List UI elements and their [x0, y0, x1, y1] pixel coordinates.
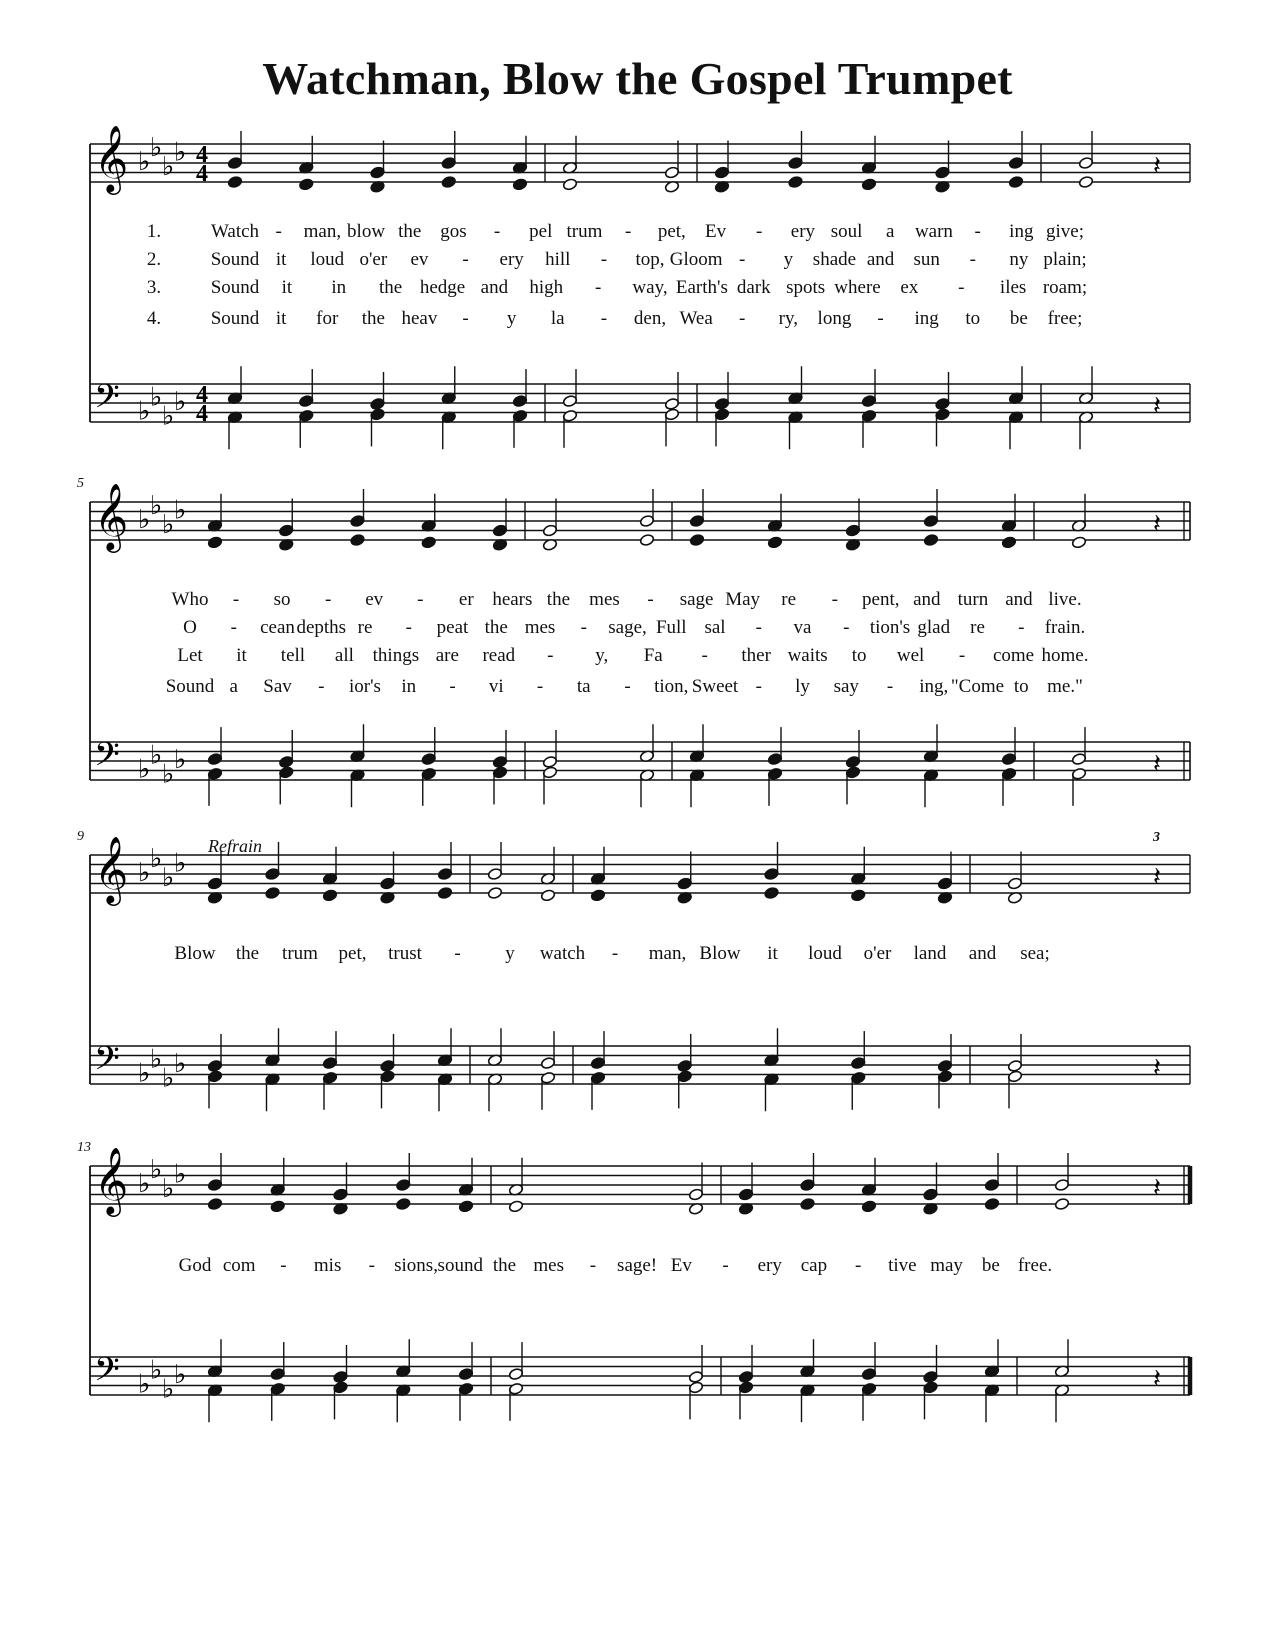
lyric-syllable: ther [741, 645, 771, 666]
lyric-syllable: loud [310, 249, 345, 270]
flat-icon: ♭ [174, 745, 187, 775]
lyric-syllable: trum [566, 221, 603, 242]
lyric-syllable: Sweet [691, 676, 739, 697]
lyric-syllable: cap [800, 1255, 828, 1276]
lyric-syllable: ex [900, 277, 919, 298]
lyric-syllable: - [958, 645, 966, 666]
lyric-syllable: - [886, 676, 894, 697]
lyric-syllable: - [969, 249, 976, 270]
flat-icon: ♭ [138, 505, 151, 535]
lyric-syllable: pet, [338, 943, 367, 964]
lyric-syllable: are [435, 645, 459, 666]
lyric-syllable: the [379, 277, 403, 298]
lyric-syllable: land [913, 943, 947, 964]
time-signature-top: 4 [196, 382, 208, 408]
lyric-syllable: - [417, 589, 424, 610]
lyric-syllable: it [281, 277, 293, 298]
lyric-syllable: gos [440, 221, 467, 242]
lyric-syllable: - [462, 249, 469, 270]
lyric-syllable: Earth's [675, 277, 728, 298]
lyric-syllable: in [401, 676, 417, 697]
measure-number-5: 5 [77, 476, 84, 491]
lyric-syllable: sea; [1020, 943, 1050, 964]
lyric-syllable: to [851, 645, 867, 666]
lyric-syllable: er [458, 589, 474, 610]
lyric-syllable: Blow [699, 943, 741, 964]
lyric-syllable: all [334, 645, 354, 666]
lyric-syllable: den, [633, 308, 667, 329]
lyric-syllable: tell [280, 645, 306, 666]
quarter-rest-icon: 𝄽 [1153, 151, 1161, 181]
lyric-syllable: re [970, 617, 985, 638]
lyric-syllable: dark [736, 277, 771, 298]
lyric-syllable: - [536, 676, 544, 697]
lyric-syllable: ery [499, 249, 524, 270]
flat-icon: ♭ [150, 740, 163, 771]
lyric-syllable: - [493, 221, 501, 242]
lyric-syllable: free; [1047, 308, 1083, 329]
lyric-syllable: things [372, 645, 420, 666]
lyric-syllable: Ev [704, 221, 727, 242]
lyric-syllable: wel [896, 645, 925, 666]
lyric-syllable: the [235, 943, 260, 964]
lyric-syllable: Sound [210, 249, 260, 270]
lyric-syllable: glad [917, 617, 951, 638]
measure-number-9: 9 [77, 829, 84, 844]
flat-icon: ♭ [138, 147, 151, 177]
lyric-syllable: ly [795, 676, 810, 697]
lyric-syllable: be [1009, 308, 1028, 329]
lyric-syllable: soul [830, 221, 863, 242]
lyric-syllable: and [968, 943, 997, 964]
lyric-syllable: it [275, 249, 287, 270]
lyric-syllable: warn [914, 221, 953, 242]
quarter-rest-icon: 𝄽 [1153, 509, 1161, 539]
lyric-syllable: shade [812, 249, 857, 270]
lyric-syllable: free. [1017, 1255, 1053, 1276]
lyric-syllable: mes [533, 1255, 564, 1276]
lyric-syllable: o'er [863, 943, 892, 964]
lyric-syllable: ry, [778, 308, 798, 329]
lyric-syllable: man, [648, 943, 687, 964]
lyric-syllable: Gloom [669, 249, 723, 270]
lyric-syllable: ior's [349, 676, 381, 697]
quarter-rest-icon: 𝄽 [1153, 1364, 1161, 1394]
verse-number: 1. [146, 221, 162, 242]
lyric-syllable: ing [914, 308, 939, 329]
lyric-syllable: watch [539, 943, 586, 964]
flat-icon: ♭ [174, 495, 187, 526]
lyric-syllable: live. [1048, 589, 1082, 610]
flat-icon: ♭ [150, 1044, 163, 1075]
quarter-rest-icon: 𝄽 [1153, 862, 1161, 892]
lyric-syllable: cean [260, 617, 295, 638]
lyric-syllable: roam; [1042, 277, 1088, 298]
lyric-syllable: - [739, 308, 746, 329]
lyric-syllable: long [817, 308, 852, 329]
lyric-syllable: O [183, 617, 197, 638]
lyric-syllable: where [834, 277, 881, 298]
lyric-syllable: - [831, 589, 838, 610]
quarter-rest-icon: 𝄽 [1153, 391, 1161, 421]
lyric-syllable: depths [296, 617, 347, 638]
lyric-syllable: re [781, 589, 797, 610]
lyric-syllable: man, [303, 221, 342, 242]
lyric-syllable: ev [410, 249, 429, 270]
lyric-syllable: ery [757, 1255, 782, 1276]
lyric-syllable: hedge [419, 277, 466, 298]
triplet-mark: 3 [1153, 830, 1160, 845]
lyric-syllable: ev [365, 589, 384, 610]
lyric-syllable: home. [1041, 645, 1089, 666]
lyric-syllable: Blow [174, 943, 216, 964]
lyric-syllable: may [930, 1255, 963, 1276]
lyric-syllable: sage [679, 589, 714, 610]
verse-number: 2. [146, 249, 162, 270]
lyric-syllable: it [236, 645, 247, 666]
bass-clef-icon: 𝄢 [94, 1040, 120, 1086]
lyric-syllable: me." [1047, 676, 1083, 697]
lyric-syllable: so [273, 589, 291, 610]
lyric-syllable: trust [388, 943, 422, 964]
lyric-syllable: - [739, 249, 746, 270]
treble-clef-icon: 𝄞 [94, 124, 129, 192]
lyric-syllable: tive [888, 1255, 917, 1276]
flat-icon: ♭ [174, 1049, 187, 1079]
lyric-syllable: Sound [210, 308, 260, 329]
lyric-syllable: - [756, 221, 763, 242]
lyric-syllable: y, [595, 645, 609, 666]
flat-icon: ♭ [174, 1159, 187, 1190]
lyric-syllable: y [506, 308, 517, 329]
lyric-syllable: com [222, 1255, 256, 1276]
lyric-syllable: May [725, 589, 761, 610]
lyric-syllable: blow [347, 221, 386, 242]
lyric-syllable: - [594, 277, 602, 298]
lyric-syllable: - [611, 943, 619, 964]
lyric-syllable: to [1013, 676, 1029, 697]
lyric-syllable: give; [1046, 221, 1084, 242]
lyric-syllable: - [232, 589, 240, 610]
lyric-syllable: y [783, 249, 794, 270]
lyric-syllable: - [230, 617, 237, 638]
lyric-syllable: ing, [919, 676, 949, 697]
lyric-syllable: trum [282, 943, 318, 964]
flat-icon: ♭ [138, 396, 151, 427]
lyric-syllable: and [913, 589, 941, 610]
lyric-syllable: - [877, 308, 884, 329]
lyric-syllable: - [854, 1255, 862, 1276]
flat-icon: ♭ [162, 509, 175, 540]
lyric-syllable: - [462, 308, 469, 329]
lyric-syllable: for [316, 308, 339, 329]
flat-icon: ♭ [162, 1063, 175, 1094]
lyric-syllable: - [600, 249, 608, 270]
lyric-syllable: Fa [643, 645, 663, 666]
bass-clef-icon: 𝄢 [94, 378, 120, 424]
flat-icon: ♭ [150, 843, 163, 874]
flat-icon: ♭ [150, 382, 163, 413]
lyric-syllable: frain. [1044, 617, 1086, 638]
lyric-syllable: - [624, 221, 632, 242]
time-signature-top: 4 [196, 142, 208, 168]
lyric-syllable: - [589, 1255, 597, 1276]
lyric-syllable: read [482, 645, 516, 666]
lyric-syllable: Full [655, 617, 687, 638]
lyric-syllable: Wea [679, 308, 713, 329]
lyric-syllable: it [767, 943, 778, 964]
lyric-syllable: pet, [657, 221, 686, 242]
lyric-syllable: mis [313, 1255, 342, 1276]
lyric-syllable: Sound [210, 277, 260, 298]
lyric-syllable: - [647, 589, 654, 610]
refrain-label: Refrain [208, 836, 262, 856]
lyric-syllable: - [843, 617, 850, 638]
lyric-syllable: va [793, 617, 812, 638]
quarter-rest-icon: 𝄽 [1153, 749, 1161, 779]
lyric-syllable: it [275, 308, 287, 329]
flat-icon: ♭ [174, 848, 187, 879]
treble-clef-icon: 𝄞 [94, 482, 129, 550]
lyric-syllable: sal [704, 617, 726, 638]
lyric-syllable: Sav [263, 676, 292, 697]
lyric-syllable: spots [786, 277, 826, 298]
time-signature-bottom: 4 [196, 161, 208, 187]
lyric-syllable: a [229, 676, 238, 697]
lyric-syllable: Sound [165, 676, 215, 697]
lyric-syllable: la [550, 308, 565, 329]
flat-icon: ♭ [174, 387, 187, 417]
flat-icon: ♭ [162, 1374, 175, 1405]
lyric-syllable: plain; [1043, 249, 1087, 270]
lyric-syllable: tion's [869, 617, 911, 638]
flat-icon: ♭ [150, 490, 163, 521]
lyric-syllable: - [600, 308, 608, 329]
lyric-syllable: - [624, 676, 631, 697]
flat-icon: ♭ [138, 1058, 151, 1089]
lyric-syllable: God [178, 1255, 212, 1276]
lyric-syllable: - [722, 1255, 729, 1276]
lyric-syllable: - [1018, 617, 1025, 638]
flat-icon: ♭ [150, 132, 163, 163]
lyric-syllable: hill [545, 249, 571, 270]
lyric-syllable: hears [492, 589, 533, 610]
flat-icon: ♭ [162, 862, 175, 893]
lyric-syllable: Watch [210, 221, 260, 242]
treble-clef-icon: 𝄞 [94, 835, 129, 903]
lyric-syllable: - [324, 589, 332, 610]
flat-icon: ♭ [138, 858, 151, 888]
lyric-syllable: the [484, 617, 508, 638]
lyric-syllable: a [886, 221, 895, 242]
flat-icon: ♭ [162, 759, 175, 790]
quarter-rest-icon: 𝄽 [1153, 1053, 1161, 1083]
lyric-syllable: and [480, 277, 509, 298]
lyric-syllable: y [505, 943, 515, 964]
lyric-syllable: tion, [654, 676, 689, 697]
lyric-syllable: "Come [950, 676, 1005, 697]
lyric-syllable: - [275, 221, 282, 242]
lyric-syllable: - [958, 277, 965, 298]
flat-icon: ♭ [162, 401, 175, 432]
lyric-syllable: Who [171, 589, 209, 610]
flat-icon: ♭ [162, 151, 175, 182]
lyric-syllable: loud [808, 943, 842, 964]
verse-number: 3. [146, 277, 162, 298]
lyric-syllable: high [529, 277, 564, 298]
lyric-syllable: - [405, 617, 412, 638]
lyric-syllable: o'er [359, 249, 388, 270]
lyric-syllable: turn [957, 589, 989, 610]
lyric-syllable: heav [401, 308, 438, 329]
quarter-rest-icon: 𝄽 [1153, 1173, 1161, 1203]
lyric-syllable: sions, [394, 1255, 438, 1276]
treble-clef-icon: 𝄞 [94, 1146, 129, 1214]
lyric-syllable: pent, [862, 589, 900, 610]
lyric-syllable: the [398, 221, 422, 242]
flat-icon: ♭ [162, 1173, 175, 1204]
lyric-syllable: - [974, 221, 981, 242]
bass-clef-icon: 𝄢 [94, 736, 120, 782]
lyric-syllable: come [992, 645, 1035, 666]
lyric-syllable: - [454, 943, 461, 964]
lyric-syllable: ta [576, 676, 591, 697]
lyric-syllable: re [357, 617, 373, 638]
lyric-syllable: ery [790, 221, 816, 242]
flat-icon: ♭ [150, 1355, 163, 1386]
lyric-syllable: say [833, 676, 859, 697]
verse-number: 4. [146, 308, 162, 329]
lyric-syllable: - [368, 1255, 375, 1276]
lyric-syllable: peat [436, 617, 469, 638]
lyric-syllable: and [866, 249, 895, 270]
lyric-syllable: vi [488, 676, 504, 697]
flat-icon: ♭ [150, 1154, 163, 1185]
lyric-syllable: the [361, 308, 385, 329]
lyric-syllable: in [331, 277, 347, 298]
lyric-syllable: ny [1009, 249, 1029, 270]
flat-icon: ♭ [138, 1369, 151, 1400]
lyric-syllable: sage, [608, 617, 647, 638]
lyric-syllable: be [981, 1255, 1000, 1276]
lyric-syllable: way, [632, 277, 668, 298]
hymn-title: Watchman, Blow the Gospel Trumpet [262, 53, 1013, 104]
lyric-syllable: - [755, 617, 762, 638]
lyric-syllable: - [318, 676, 325, 697]
lyric-syllable: the [492, 1255, 517, 1276]
lyric-syllable: and [1005, 589, 1033, 610]
lyric-syllable: mes [524, 617, 556, 638]
lyric-syllable: the [546, 589, 571, 610]
lyric-syllable: - [755, 676, 762, 697]
lyric-syllable: ing [1009, 221, 1034, 242]
lyric-syllable: sage! [617, 1255, 658, 1276]
lyric-syllable: - [701, 645, 708, 666]
bass-clef-icon: 𝄢 [94, 1351, 120, 1397]
measure-number-13: 13 [77, 1140, 91, 1155]
flat-icon: ♭ [138, 1169, 151, 1199]
flat-icon: ♭ [174, 137, 187, 168]
lyric-syllable: pel [529, 221, 553, 242]
lyric-syllable: - [547, 645, 554, 666]
lyric-syllable: to [965, 308, 981, 329]
flat-icon: ♭ [138, 754, 151, 785]
time-signature-bottom: 4 [196, 401, 208, 427]
lyric-syllable: mes [589, 589, 620, 610]
lyric-syllable: waits [787, 645, 828, 666]
lyric-syllable: iles [999, 277, 1027, 298]
lyric-syllable: - [580, 617, 587, 638]
lyric-syllable: top, [635, 249, 665, 270]
flat-icon: ♭ [174, 1360, 187, 1390]
lyric-syllable: Ev [670, 1255, 692, 1276]
lyric-syllable: Let [177, 645, 203, 666]
lyric-syllable: sun [913, 249, 940, 270]
lyric-syllable: - [280, 1255, 287, 1276]
lyric-syllable: - [449, 676, 456, 697]
lyric-syllable: sound [437, 1255, 483, 1276]
